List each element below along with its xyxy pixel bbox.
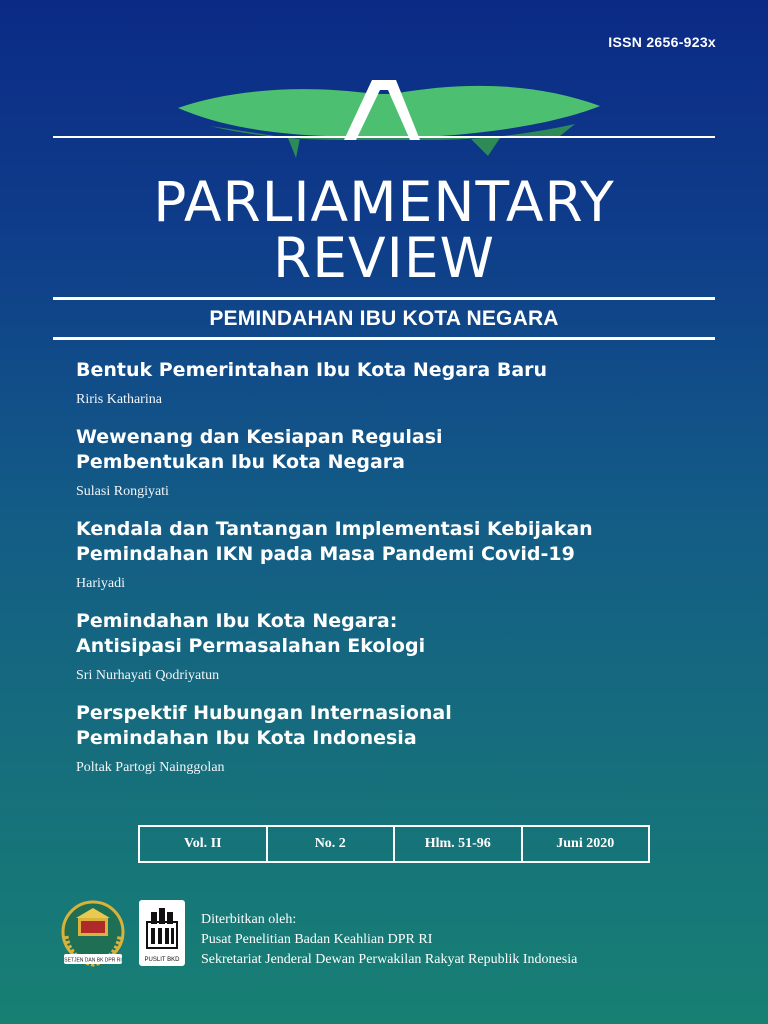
article-title [76,517,716,567]
article-title-line: Wewenang dan Kesiapan Regulasi [76,426,443,448]
article-author: Hariyadi [76,576,125,591]
issue-meta-box [138,825,650,863]
article-item [76,609,716,685]
article-title [76,609,716,659]
article-title-line: Pemindahan Ibu Kota Indonesia [76,727,417,749]
dpr-emblem-logo [56,896,130,972]
article-title-line: Pemindahan Ibu Kota Negara: [76,610,398,632]
article-title [76,701,716,751]
publisher-line1: Pusat Penelitian Badan Keahlian DPR RI [201,932,433,947]
article-title-line: Antisipasi Permasalahan Ekologi [76,635,426,657]
article-item [76,517,716,593]
article-author: Sulasi Rongiyati [76,484,169,499]
article-author: Poltak Partogi Nainggolan [76,760,225,775]
article-title-line: Pemindahan IKN pada Masa Pandemi Covid-19 [76,543,575,565]
issue-theme: PEMINDAHAN IBU KOTA NEGARA [209,307,559,330]
article-title-line: Kendala dan Tantangan Implementasi Kebijakan [76,518,593,540]
divider-top [53,297,715,300]
emblem-text: SETJEN DAN BK DPR RI [64,957,122,964]
publisher-label: Diterbitkan oleh: [201,912,297,927]
issn-label: ISSN 2656-923x [608,34,716,50]
pages-cell: Hlm. 51-96 [395,827,523,861]
journal-title-line2: REVIEW [273,226,495,290]
article-author: Riris Katharina [76,392,162,407]
article-author: Sri Nurhayati Qodriyatun [76,668,220,683]
building-icon [143,904,181,952]
article-list [76,358,716,793]
article-item [76,425,716,501]
volume-cell: Vol. II [140,827,268,861]
article-item [76,701,716,777]
publisher-line2: Sekretariat Jenderal Dewan Perwakilan Rakyat Republik Indonesia [201,952,578,967]
article-title [76,358,716,383]
publisher-info [201,910,577,970]
parliament-dome-logo [0,60,768,170]
article-title-line: Perspektif Hubungan Internasional [76,702,452,724]
number-cell: No. 2 [268,827,396,861]
article-item [76,358,716,409]
article-title-line: Bentuk Pemerintahan Ibu Kota Negara Baru [76,359,548,381]
divider-bottom [53,337,715,340]
puslit-bkd-label: PUSLIT BKD [144,957,180,963]
date-cell: Juni 2020 [556,836,615,851]
puslit-bkd-logo [139,900,185,966]
article-title [76,425,716,475]
journal-title-line1: PARLIAMENTARY [153,170,615,234]
article-title-line: Pembentukan Ibu Kota Negara [76,451,406,473]
